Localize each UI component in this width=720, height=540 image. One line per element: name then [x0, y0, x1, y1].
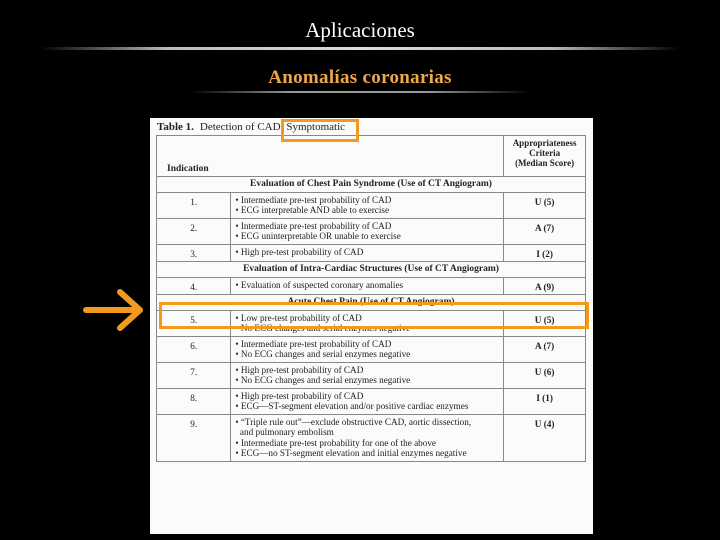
- indication-header: Indication: [157, 136, 504, 177]
- bullet-icon: •: [235, 246, 241, 257]
- row-number: 6.: [157, 336, 231, 362]
- bullet-icon: •: [235, 390, 241, 401]
- bullet-icon: •: [235, 437, 241, 448]
- table-caption-label: Table 1.: [157, 121, 194, 133]
- indication-text: High pre-test probability of CAD: [240, 364, 364, 375]
- bullet-icon: •: [235, 349, 241, 359]
- bullet-icon: •: [235, 364, 241, 375]
- row-number: 9.: [157, 414, 231, 461]
- bullet-icon: •: [235, 416, 241, 427]
- slide-title: Aplicaciones: [305, 18, 415, 42]
- indication-cell: [231, 336, 504, 362]
- appropriateness-score: A (7): [504, 336, 586, 362]
- title-divider: [40, 47, 680, 50]
- indication-item: [235, 339, 499, 350]
- indication-item: [235, 401, 499, 412]
- table-caption-text: Detection of CAD: Symptomatic: [199, 121, 346, 133]
- indication-text: “Triple rule out”—exclude obstructive CAD, aortic dissection,: [240, 416, 472, 427]
- indication-item: [235, 375, 499, 386]
- bullet-icon: •: [235, 323, 241, 333]
- appropriateness-score: I (2): [504, 244, 586, 262]
- section-header-row: [157, 177, 586, 193]
- indication-item: [235, 205, 499, 216]
- table-header-row: [157, 136, 586, 177]
- indication-text: High pre-test probability of CAD: [240, 390, 364, 401]
- indication-cell: [231, 218, 504, 244]
- table-row: [157, 336, 586, 362]
- indication-item: [235, 221, 499, 232]
- appropriateness-score: A (9): [504, 277, 586, 295]
- bullet-icon: •: [235, 279, 241, 290]
- table-row: [157, 192, 586, 218]
- right-arrow-icon: [82, 288, 148, 332]
- indication-item: [235, 365, 499, 376]
- table-row: [157, 218, 586, 244]
- indication-cell: [231, 244, 504, 262]
- slide-subtitle: Anomalías coronarias: [268, 67, 452, 88]
- row-number: 3.: [157, 244, 231, 262]
- indication-text: No ECG changes and serial enzymes negative: [240, 349, 411, 359]
- section-header-row: [157, 262, 586, 278]
- indication-item: [235, 391, 499, 402]
- indication-item: [235, 417, 499, 428]
- section-title: Evaluation of Intra-Cardiac Structures (Use of CT Angiogram): [157, 262, 586, 278]
- appropriateness-header-line: (Median Score): [515, 158, 575, 168]
- indication-text: ECG uninterpretable OR unable to exercise: [240, 231, 401, 241]
- row-number: 8.: [157, 388, 231, 414]
- bullet-icon: •: [235, 448, 241, 458]
- bullet-icon: •: [235, 194, 241, 205]
- indication-text: Evaluation of suspected coronary anomalies: [240, 279, 404, 290]
- table-row: [157, 414, 586, 461]
- indication-item: [235, 280, 499, 291]
- bullet-icon: •: [235, 205, 241, 215]
- bullet-icon: •: [235, 312, 241, 323]
- symptomatic-highlight-box: [281, 119, 359, 142]
- indication-cell: [231, 277, 504, 295]
- bullet-icon: •: [235, 401, 241, 411]
- indication-text: No ECG changes and serial enzymes negative: [240, 323, 411, 333]
- indication-text: ECG interpretable AND able to exercise: [240, 205, 390, 215]
- indication-cell: [231, 192, 504, 218]
- appropriateness-score: I (1): [504, 388, 586, 414]
- table-row: [157, 277, 586, 295]
- indication-text: No ECG changes and serial enzymes negative: [240, 375, 411, 385]
- indication-item: [235, 195, 499, 206]
- row-number: 2.: [157, 218, 231, 244]
- indication-item: [235, 448, 499, 459]
- indication-cell: [231, 388, 504, 414]
- bullet-icon: •: [235, 231, 241, 241]
- indication-text: Intermediate pre-test probability for one of the above: [240, 437, 437, 448]
- appropriateness-score: U (5): [504, 310, 586, 336]
- indication-text: ECG—no ST-segment elevation and initial enzymes negative: [240, 448, 467, 458]
- indication-cell: [231, 362, 504, 388]
- indication-item: [235, 438, 499, 449]
- row-number: 5.: [157, 310, 231, 336]
- indication-text: Low pre-test probability of CAD: [240, 312, 362, 323]
- row-number: 4.: [157, 277, 231, 295]
- appropriateness-table: [156, 135, 586, 462]
- bullet-icon: •: [235, 338, 241, 349]
- subtitle-divider: [190, 91, 530, 93]
- appropriateness-header-line: Appropriateness: [512, 138, 577, 148]
- bullet-icon: •: [235, 220, 241, 231]
- indication-cell: [231, 414, 504, 461]
- coronary-anomalies-highlight-box: [159, 302, 589, 329]
- indication-text: Intermediate pre-test probability of CAD: [240, 194, 392, 205]
- section-title: Evaluation of Chest Pain Syndrome (Use of CT Angiogram): [157, 177, 586, 193]
- appropriateness-score: U (6): [504, 362, 586, 388]
- indication-item: [235, 247, 499, 258]
- table-row: [157, 388, 586, 414]
- table-row: [157, 362, 586, 388]
- row-number: 7.: [157, 362, 231, 388]
- indication-item: [235, 427, 499, 438]
- indication-text: High pre-test probability of CAD: [240, 246, 364, 257]
- indication-text: and pulmonary embolism: [239, 427, 334, 437]
- bullet-icon: •: [235, 375, 241, 385]
- table-row: [157, 244, 586, 262]
- indication-text: Intermediate pre-test probability of CAD: [240, 220, 392, 231]
- appropriateness-header: [504, 136, 586, 177]
- indication-item: [235, 349, 499, 360]
- section-title: Acute Chest Pain (Use of CT Angiogram): [157, 295, 586, 311]
- indication-text: ECG—ST-segment elevation and/or positive cardiac enzymes: [240, 401, 469, 411]
- appropriateness-score: U (4): [504, 414, 586, 461]
- indication-text: Intermediate pre-test probability of CAD: [240, 338, 392, 349]
- appropriateness-header-line: Criteria: [529, 148, 561, 158]
- appropriateness-score: U (5): [504, 192, 586, 218]
- appropriateness-score: A (7): [504, 218, 586, 244]
- indication-item: [235, 231, 499, 242]
- row-number: 1.: [157, 192, 231, 218]
